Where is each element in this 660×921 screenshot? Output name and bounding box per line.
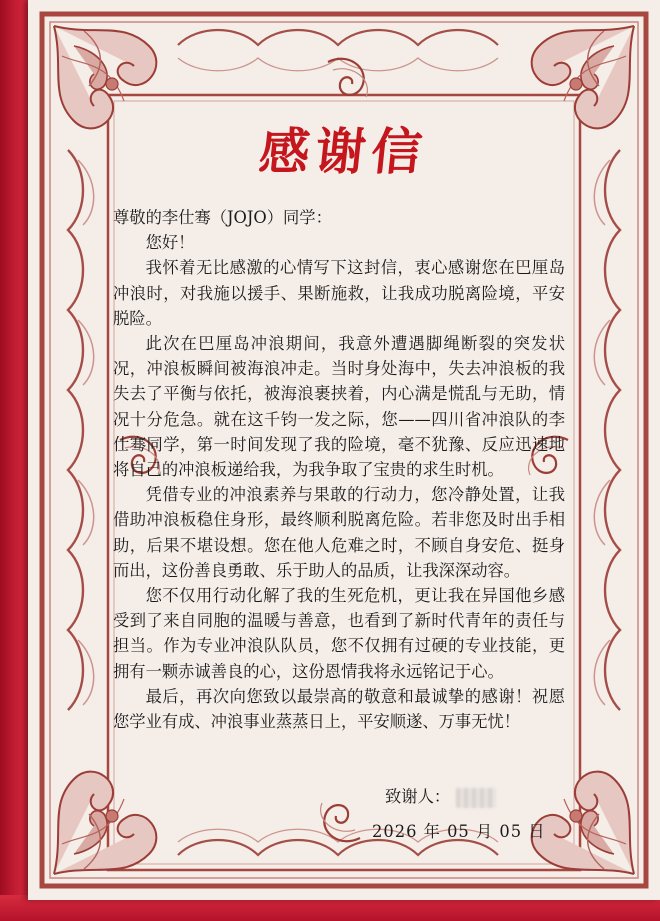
redacted-name xyxy=(456,788,496,808)
paragraph-1: 我怀着无比感激的心情写下这封信，衷心感谢您在巴厘岛冲浪时，对我施以援手、果断施救，让我成功脱离险境，平安脱险。 xyxy=(113,258,565,328)
letter-date: 2026 年 05 月 05 日 xyxy=(372,822,546,841)
paragraph-4: 您不仅用行动化解了我的生死危机，更让我在异国他乡感受到了来自同胞的温暖与善意，也看到了新时代青年的责任与担当。作为专业冲浪队队员，您不仅拥有过硬的专业技能，更拥有一颗赤诚善良的心，这份恩情我将永远铭记于心。 xyxy=(113,586,565,681)
greeting: 您好！ xyxy=(145,233,195,253)
paragraph-5: 最后，再次向您致以最崇高的敬意和最诚挚的感谢！祝愿您学业有成、冲浪事业蒸蒸日上，平安顺遂、万事无忧！ xyxy=(113,686,565,732)
signature-row xyxy=(385,783,496,808)
signature-label: 致谢人： xyxy=(385,787,451,806)
salutation: 尊敬的李仕骞（JOJO）同学： xyxy=(113,208,332,227)
letter-body xyxy=(113,205,565,734)
letter-title: 感谢信 xyxy=(256,122,431,181)
paragraph-2: 此次在巴厘岛冲浪期间，我意外遭遇脚绳断裂的突发状况，冲浪板瞬间被海浪冲走。当时身处海中，失去冲浪板的我失去了平衡与依托，被海浪裹挟着，内心满是慌乱与无助，情况十分危急。就在这千钧一发之际，您——四川省冲浪队的李仕骞同学，第一时间发现了我的险境，毫不犹豫、反应迅速地将自己的冲浪板递给我，为我争取了宝贵的求生时机。 xyxy=(113,334,565,480)
paragraph-3: 凭借专业的冲浪素养与果敢的行动力，您冷静处置，让我借助冲浪板稳住身形，最终顺利脱离危险。若非您及时出手相助，后果不堪设想。您在他人危难之时，不顾自身安危、挺身而出，这份善良勇敢、乐于助人的品质，让我深深动容。 xyxy=(113,485,565,580)
